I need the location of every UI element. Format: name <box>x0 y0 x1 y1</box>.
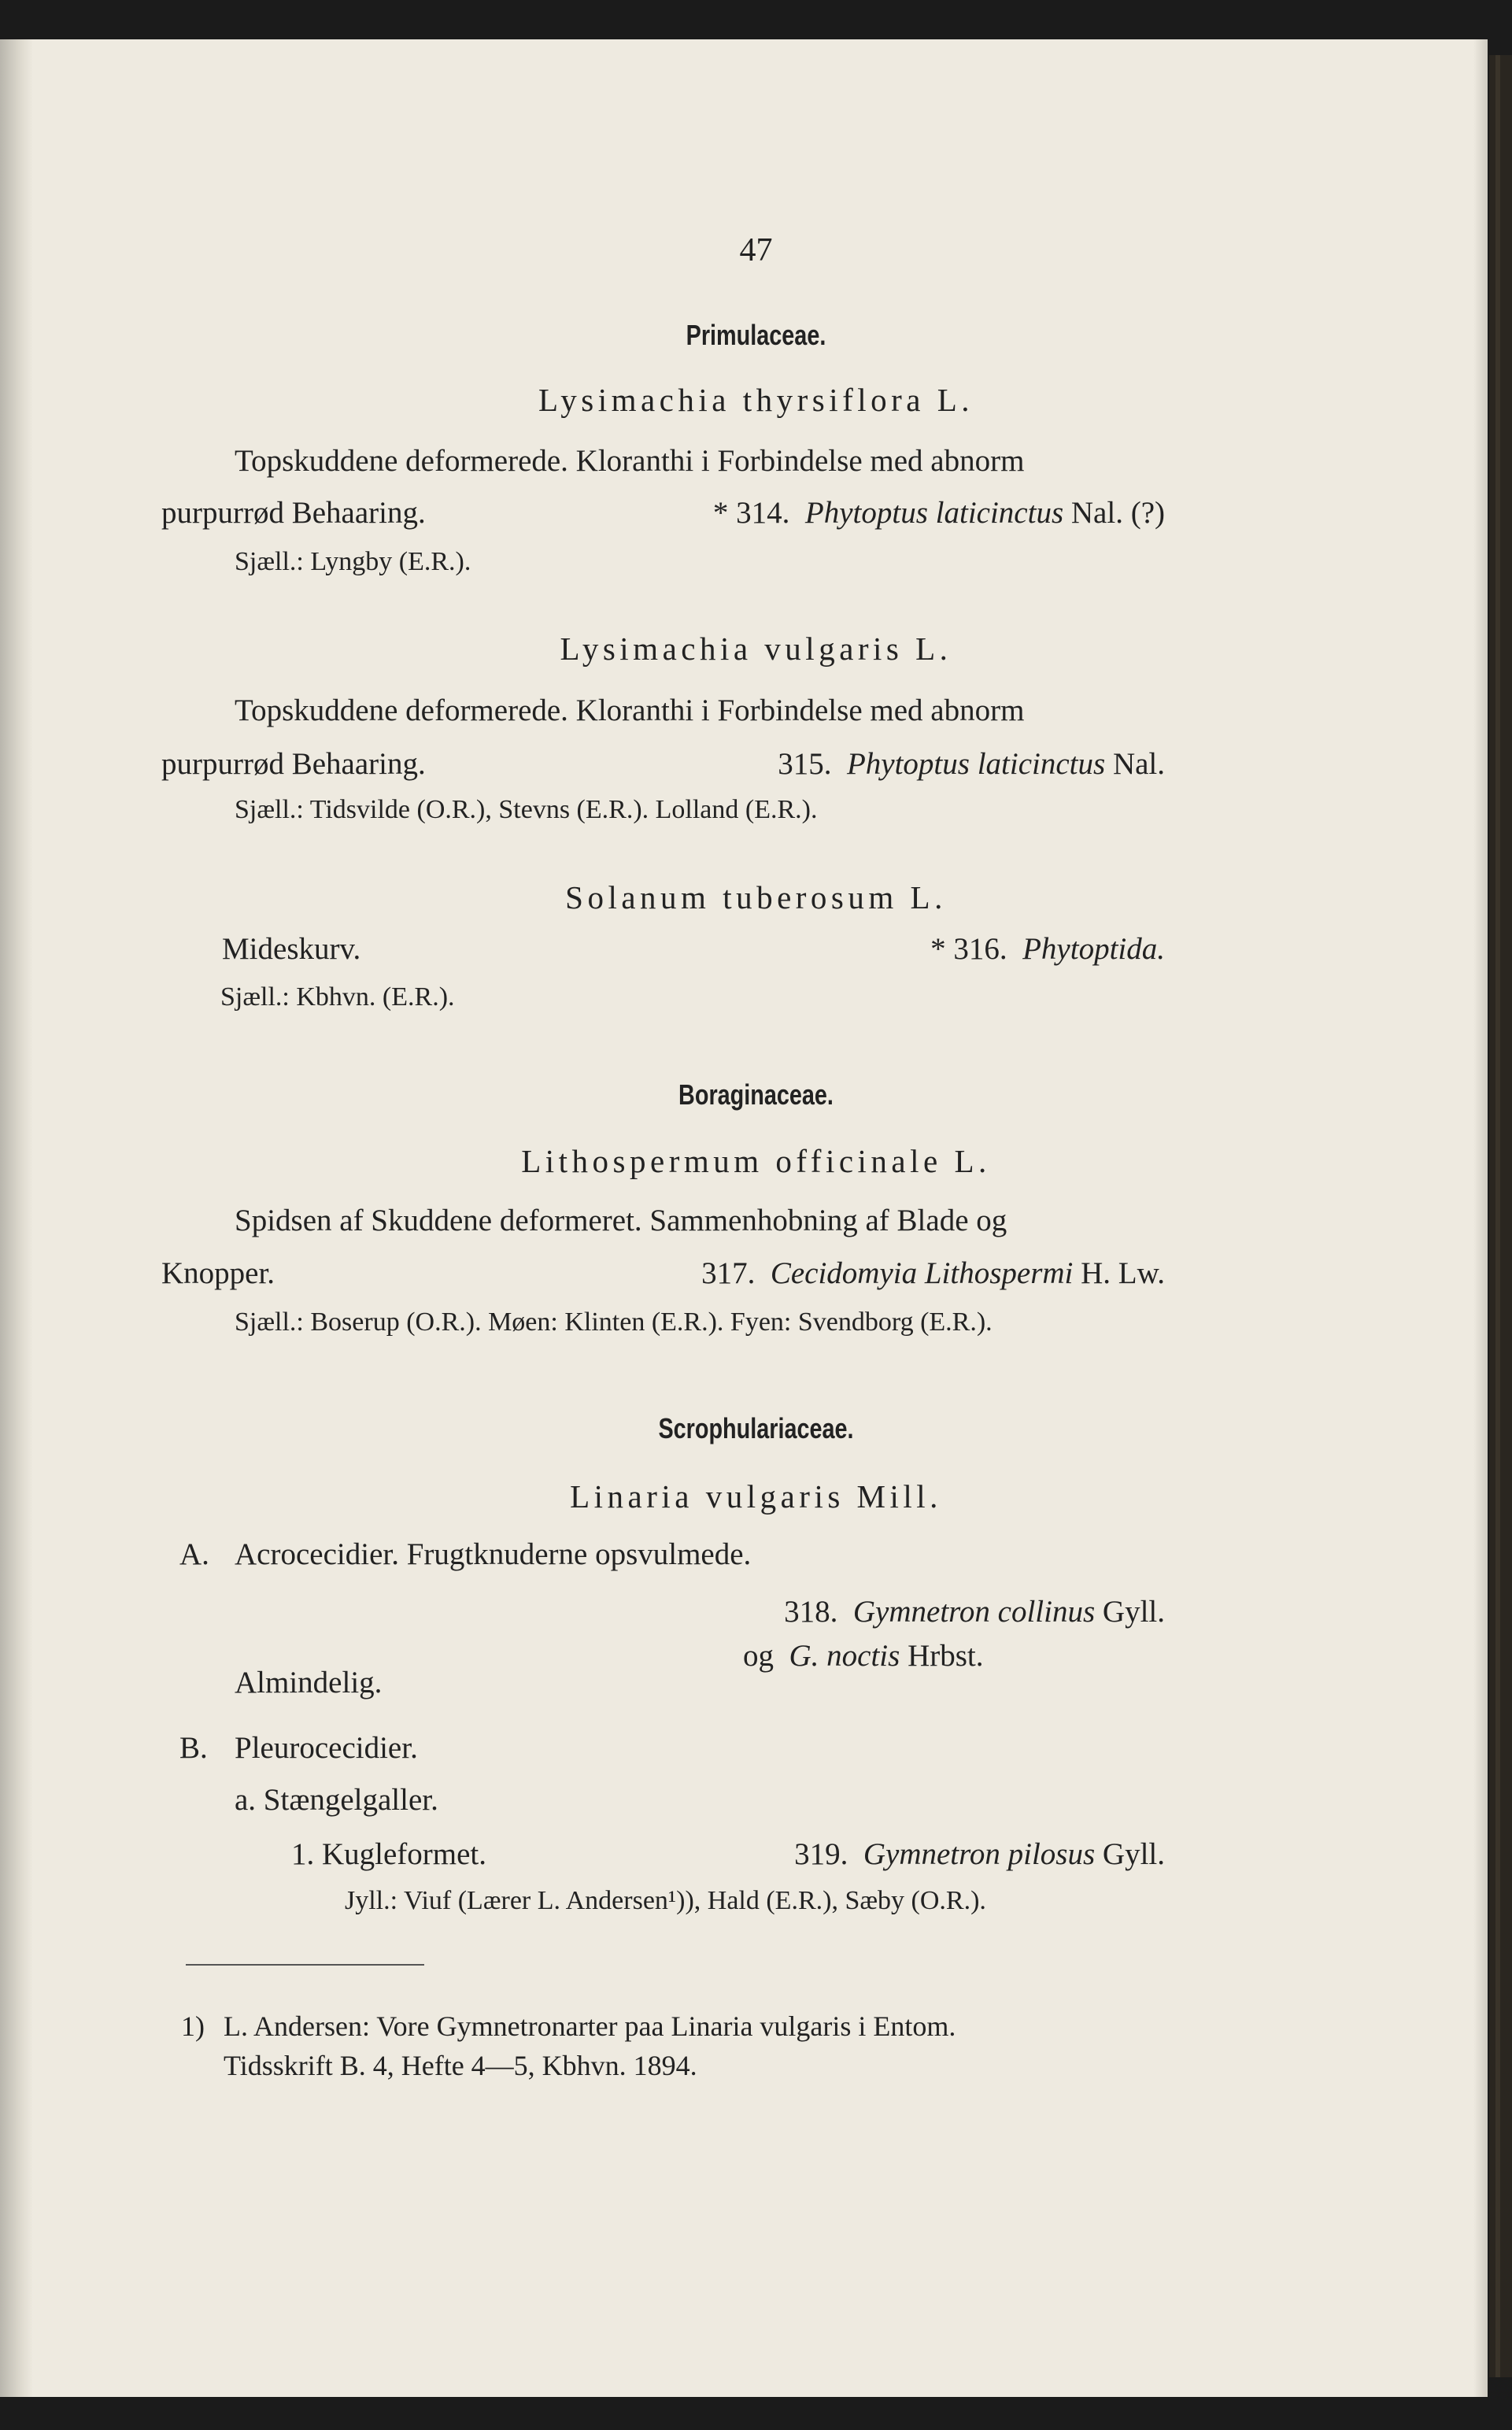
gall-causer-line <box>743 1640 984 1671</box>
entry-number: 319. <box>794 1837 848 1871</box>
gall-causer-line <box>693 1839 1165 1870</box>
entry-number: 317. <box>701 1256 756 1290</box>
entry-number: 318. <box>784 1595 838 1629</box>
causer-name: Cecidomyia Lithospermi <box>770 1256 1074 1290</box>
description-line <box>235 446 1165 476</box>
section-label-a: A. <box>179 1537 209 1571</box>
gall-causer-line <box>787 934 1165 964</box>
family-heading-scrophulariaceae: Scrophulariaceae. <box>658 1412 854 1444</box>
conjunction: og <box>743 1639 774 1673</box>
causer-name: Phytoptus laticinctus <box>804 496 1064 530</box>
causer-name: Gymnetron pilosus <box>863 1837 1096 1871</box>
family-heading-primulaceae: Primulaceae. <box>686 319 826 351</box>
description-line: purpurrød Behaaring. <box>161 747 426 781</box>
description-line <box>235 1205 1165 1236</box>
footnote-rule <box>186 1964 424 1966</box>
frequency-note: Almindelig. <box>235 1666 383 1700</box>
description-line <box>235 695 1165 726</box>
description-text: Spidsen af Skuddene deformeret. Sammenhobning af Blade og <box>235 1204 1007 1237</box>
causer-name: Phytoptida. <box>1022 932 1165 966</box>
locality-line: Sjæll.: Lyngby (E.R.). <box>235 547 471 576</box>
locality-line: Sjæll.: Kbhvn. (E.R.). <box>220 982 455 1012</box>
description-line: purpurrød Behaaring. <box>161 496 426 530</box>
entry-number: * 314. <box>712 496 790 530</box>
page-number: 47 <box>739 232 773 268</box>
entry-number: * 316. <box>930 932 1007 966</box>
causer-author: H. Lw. <box>1081 1256 1165 1290</box>
gall-causer-line <box>696 1596 1165 1627</box>
description-text: Topskuddene deformerede. Kloranthi i Forbindelse med abnorm <box>235 444 1025 478</box>
causer-author: Nal. <box>1112 747 1165 781</box>
causer-author: Nal. (?) <box>1070 496 1165 530</box>
footnote-line: Tidsskrift B. 4, Hefte 4—5, Kbhvn. 1894. <box>224 2050 697 2081</box>
description-text: Topskuddene deformerede. Kloranthi i Forbindelse med abnorm <box>235 693 1025 727</box>
causer-name: Gymnetron collinus <box>852 1595 1096 1629</box>
species-name: Solanum tuberosum L. <box>565 879 947 915</box>
family-heading-boraginaceae: Boraginaceae. <box>678 1078 834 1111</box>
locality-line: Sjæll.: Boserup (O.R.). Møen: Klinten (E.R.). Fyen: Svendborg (E.R.). <box>235 1307 993 1337</box>
causer-name: Phytoptus laticinctus <box>846 747 1106 781</box>
causer-author: Gyll. <box>1102 1837 1165 1871</box>
species-name: Linaria vulgaris Mill. <box>570 1478 942 1515</box>
species-name: Lithospermum officinale L. <box>521 1143 991 1179</box>
footnote-mark: 1) <box>181 2010 205 2042</box>
footnote-line: L. Andersen: Vore Gymnetronarter paa Linaria vulgaris i Entom. <box>224 2010 956 2042</box>
locality-line: Sjæll.: Tidsvilde (O.R.), Stevns (E.R.). Lolland (E.R.). <box>235 795 818 824</box>
description-line: Knopper. <box>161 1256 275 1290</box>
description-line: Mideskurv. <box>222 932 361 966</box>
causer-author: Gyll. <box>1102 1595 1165 1629</box>
gall-causer-line <box>596 749 1165 779</box>
species-name: Lysimachia vulgaris L. <box>560 631 952 667</box>
species-name: Lysimachia thyrsiflora L. <box>538 382 974 418</box>
entry-number: 315. <box>778 747 832 781</box>
section-label-b: B. <box>179 1731 208 1765</box>
section-text-b: Pleurocecidier. <box>235 1731 418 1765</box>
subsection-1: 1. Kugleformet. <box>291 1837 487 1871</box>
gall-causer-line <box>596 497 1165 528</box>
subsection-a: a. Stængelgaller. <box>235 1783 438 1817</box>
causer-author: Hrbst. <box>908 1639 984 1673</box>
section-text-a: Acrocecidier. Frugtknuderne opsvulmede. <box>235 1537 752 1571</box>
gall-causer-line <box>596 1258 1165 1289</box>
causer-name: G. noctis <box>789 1639 900 1673</box>
locality-line: Jyll.: Viuf (Lærer L. Andersen¹)), Hald (E.R.), Sæby (O.R.). <box>345 1886 986 1915</box>
